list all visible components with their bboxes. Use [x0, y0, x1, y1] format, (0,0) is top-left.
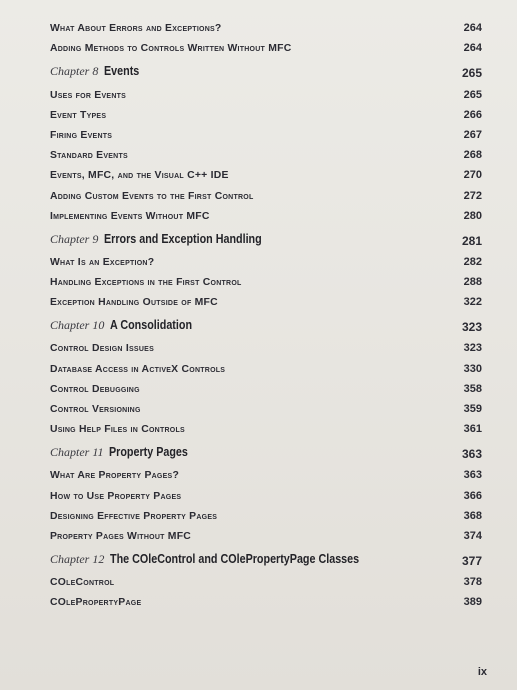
- chapter-heading: [50, 443, 201, 461]
- toc-entry-title: Implementing Events Without MFC: [50, 210, 210, 222]
- toc-entry-title: Control Design Issues: [50, 343, 154, 355]
- toc-entry-title: What Is an Exception?: [50, 256, 155, 268]
- toc-entry: [50, 354, 482, 374]
- chapter-label: Chapter 11: [50, 445, 104, 460]
- toc-page-number: 265: [461, 66, 482, 81]
- toc-entry: [50, 522, 482, 542]
- toc-page-number: 264: [463, 42, 482, 55]
- toc-entry-title: Adding Custom Events to the First Control: [50, 190, 254, 202]
- toc-entry-title: Property Pages Without MFC: [50, 530, 192, 542]
- toc-entry: [50, 268, 482, 288]
- toc-page-number: 378: [463, 576, 482, 589]
- toc-entry: [50, 141, 482, 161]
- toc-entry: [50, 288, 482, 308]
- toc-page-number: 361: [463, 423, 482, 436]
- toc-page-number: 264: [463, 22, 482, 35]
- toc-page-number: 265: [463, 88, 482, 101]
- toc-entry-title: Control Versioning: [50, 404, 141, 415]
- chapter-heading: [50, 316, 206, 334]
- toc-entry: [50, 80, 482, 100]
- toc-entry-title: Designing Effective Property Pages: [50, 510, 218, 522]
- toc-page-number: 280: [463, 209, 482, 222]
- chapter-title: The COleControl and COlePropertyPage Classes: [110, 551, 360, 566]
- toc-entry-title: How to Use Property Pages: [50, 490, 182, 502]
- chapter-title: Property Pages: [109, 445, 189, 460]
- chapter-title: Errors and Exception Handling: [104, 231, 263, 246]
- chapter-label: Chapter 9: [50, 231, 99, 246]
- toc-entry-title: Exception Handling Outside of MFC: [50, 297, 218, 309]
- chapter-heading: [50, 62, 145, 80]
- chapter-heading: [50, 230, 288, 248]
- toc-entry: [50, 568, 482, 588]
- chapter-label: Chapter 10: [50, 318, 105, 333]
- toc-page-number: 281: [461, 233, 482, 248]
- toc-entry: [50, 101, 482, 121]
- toc-page-number: 377: [461, 553, 482, 568]
- toc-entry: [50, 588, 482, 608]
- toc-chapter-heading: [50, 54, 482, 80]
- toc-page-number: 363: [461, 447, 482, 462]
- toc-page-number: 272: [463, 189, 482, 202]
- toc-page-number: 267: [463, 128, 482, 141]
- toc-entry: [50, 415, 482, 435]
- toc-entry: [50, 121, 482, 141]
- chapter-heading: [50, 550, 400, 568]
- toc-page-number: 322: [463, 296, 482, 309]
- toc-entry-title: COlePropertyPage: [50, 597, 142, 609]
- toc-page-number: 368: [463, 509, 482, 522]
- toc-chapter-heading: [50, 542, 482, 568]
- toc-entry-title: COleControl: [50, 577, 115, 589]
- toc-page-number: 359: [463, 403, 482, 415]
- toc-entry: [50, 481, 482, 501]
- table-of-contents: [50, 14, 482, 608]
- toc-entry-title: Handling Exceptions in the First Control: [50, 277, 242, 289]
- chapter-title: A Consolidation: [110, 318, 193, 333]
- toc-entry-title: Event Types: [50, 109, 107, 121]
- chapter-label: Chapter 8: [50, 64, 99, 79]
- toc-entry: [50, 248, 482, 268]
- toc-entry-title: Adding Methods to Controls Written Without MFC: [50, 43, 292, 55]
- toc-chapter-heading: [50, 308, 482, 334]
- toc-entry-title: Firing Events: [50, 129, 113, 141]
- toc-page-number: 366: [463, 489, 482, 502]
- chapter-label: Chapter 12: [50, 551, 105, 566]
- toc-page-number: 323: [461, 320, 482, 335]
- toc-entry: [50, 334, 482, 354]
- toc-entry: [50, 395, 482, 415]
- toc-chapter-heading: [50, 435, 482, 461]
- toc-page-number: 374: [463, 529, 482, 542]
- toc-entry-title: Using Help Files in Controls: [50, 424, 185, 436]
- toc-entry: [50, 502, 482, 522]
- toc-page-number: 358: [463, 382, 482, 395]
- toc-entry: [50, 202, 482, 222]
- toc-entry-title: What About Errors and Exceptions?: [50, 23, 222, 35]
- toc-entry: [50, 181, 482, 201]
- toc-page-number: 288: [463, 276, 482, 289]
- toc-page-number: 323: [463, 342, 482, 355]
- toc-page-number: 363: [463, 469, 482, 482]
- toc-entry-title: Events, MFC, and the Visual C++ IDE: [50, 170, 229, 182]
- chapter-title: Events: [104, 64, 140, 79]
- toc-entry-title: Uses for Events: [50, 89, 127, 101]
- page-folio: ix: [477, 666, 487, 678]
- toc-entry-title: Standard Events: [50, 150, 128, 162]
- toc-page-number: 270: [463, 169, 482, 182]
- toc-entry-title: What Are Property Pages?: [50, 470, 180, 482]
- toc-page-number: 389: [463, 596, 482, 609]
- toc-page-number: 266: [463, 108, 482, 121]
- toc-page-number: 268: [463, 149, 482, 162]
- toc-entry: [50, 461, 482, 481]
- toc-page-number: 330: [463, 362, 482, 375]
- toc-entry: [50, 375, 482, 395]
- toc-entry: [50, 161, 482, 181]
- toc-entry: [50, 14, 482, 34]
- toc-entry-title: Control Debugging: [50, 383, 140, 395]
- toc-entry-title: Database Access in ActiveX Controls: [50, 363, 226, 375]
- toc-chapter-heading: [50, 222, 482, 248]
- toc-entry: [50, 34, 482, 54]
- toc-page-number: 282: [463, 255, 482, 268]
